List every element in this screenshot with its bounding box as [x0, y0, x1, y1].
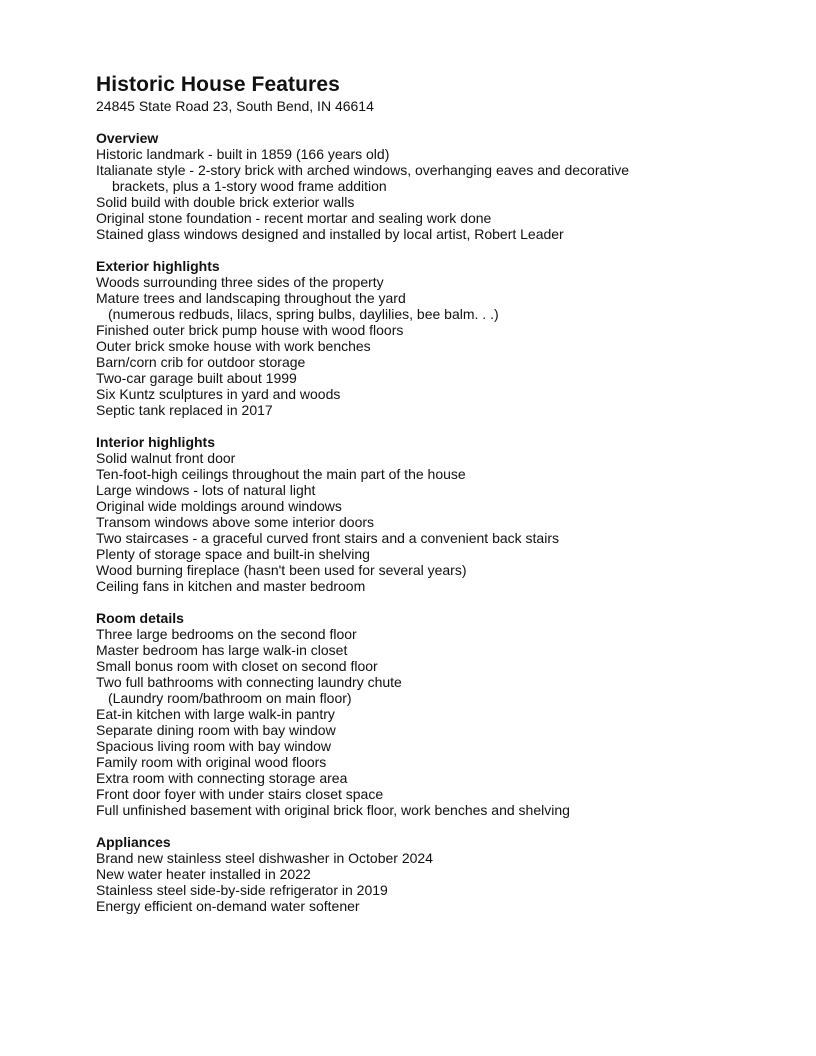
property-address: 24845 State Road 23, South Bend, IN 46614	[96, 98, 374, 114]
interior-line: Solid walnut front door	[96, 450, 236, 466]
overview-line: Historic landmark - built in 1859 (166 years old)	[96, 146, 390, 162]
section-heading-appliances: Appliances	[96, 834, 171, 850]
appliance-line: Brand new stainless steel dishwasher in October 2024	[96, 850, 433, 866]
exterior-line: Woods surrounding three sides of the property	[96, 274, 384, 290]
room-line: Small bonus room with closet on second floor	[96, 658, 378, 674]
section-overview	[96, 130, 736, 242]
room-line-subnote: (Laundry room/bathroom on main floor)	[108, 690, 352, 706]
exterior-line: Septic tank replaced in 2017	[96, 402, 273, 418]
exterior-line: Outer brick smoke house with work benches	[96, 338, 371, 354]
room-line: Extra room with connecting storage area	[96, 770, 348, 786]
overview-line-continued: brackets, plus a 1-story wood frame addition	[112, 178, 387, 194]
exterior-line: Barn/corn crib for outdoor storage	[96, 354, 306, 370]
interior-line: Plenty of storage space and built-in shelving	[96, 546, 370, 562]
section-interior-highlights	[96, 434, 736, 594]
exterior-line: Mature trees and landscaping throughout the yard	[96, 290, 406, 306]
section-heading-overview: Overview	[96, 130, 159, 146]
appliance-line: Stainless steel side-by-side refrigerator in 2019	[96, 882, 388, 898]
overview-line: Original stone foundation - recent mortar and sealing work done	[96, 210, 492, 226]
interior-line: Wood burning fireplace (hasn't been used for several years)	[96, 562, 467, 578]
room-line: Front door foyer with under stairs closet space	[96, 786, 384, 802]
section-heading-interior: Interior highlights	[96, 434, 215, 450]
room-line: Spacious living room with bay window	[96, 738, 331, 754]
room-line: Eat-in kitchen with large walk-in pantry	[96, 706, 335, 722]
exterior-line: Finished outer brick pump house with wood floors	[96, 322, 404, 338]
overview-line: Stained glass windows designed and installed by local artist, Robert Leader	[96, 226, 564, 242]
exterior-line: Six Kuntz sculptures in yard and woods	[96, 386, 341, 402]
room-line: Three large bedrooms on the second floor	[96, 626, 357, 642]
section-heading-rooms: Room details	[96, 610, 184, 626]
exterior-line-subnote: (numerous redbuds, lilacs, spring bulbs, daylilies, bee balm. . .)	[108, 306, 499, 322]
section-appliances	[96, 834, 736, 914]
room-line: Separate dining room with bay window	[96, 722, 336, 738]
interior-line: Large windows - lots of natural light	[96, 482, 316, 498]
interior-line: Ten-foot-high ceilings throughout the main part of the house	[96, 466, 466, 482]
appliance-line: New water heater installed in 2022	[96, 866, 311, 882]
overview-line: Italianate style - 2-story brick with arched windows, overhanging eaves and decorative	[96, 162, 630, 178]
interior-line: Ceiling fans in kitchen and master bedroom	[96, 578, 366, 594]
room-line: Family room with original wood floors	[96, 754, 327, 770]
interior-line: Two staircases - a graceful curved front stairs and a convenient back stairs	[96, 530, 559, 546]
room-line: Full unfinished basement with original brick floor, work benches and shelving	[96, 802, 570, 818]
section-room-details	[96, 610, 736, 818]
overview-line: Solid build with double brick exterior walls	[96, 194, 355, 210]
interior-line: Original wide moldings around windows	[96, 498, 342, 514]
interior-line: Transom windows above some interior doors	[96, 514, 375, 530]
appliance-line: Energy efficient on-demand water softener	[96, 898, 360, 914]
document-page	[96, 72, 736, 930]
section-heading-exterior: Exterior highlights	[96, 258, 220, 274]
exterior-line: Two-car garage built about 1999	[96, 370, 297, 386]
section-exterior-highlights	[96, 258, 736, 418]
room-line: Master bedroom has large walk-in closet	[96, 642, 348, 658]
room-line: Two full bathrooms with connecting laundry chute	[96, 674, 402, 690]
document-title: Historic House Features	[96, 73, 340, 96]
